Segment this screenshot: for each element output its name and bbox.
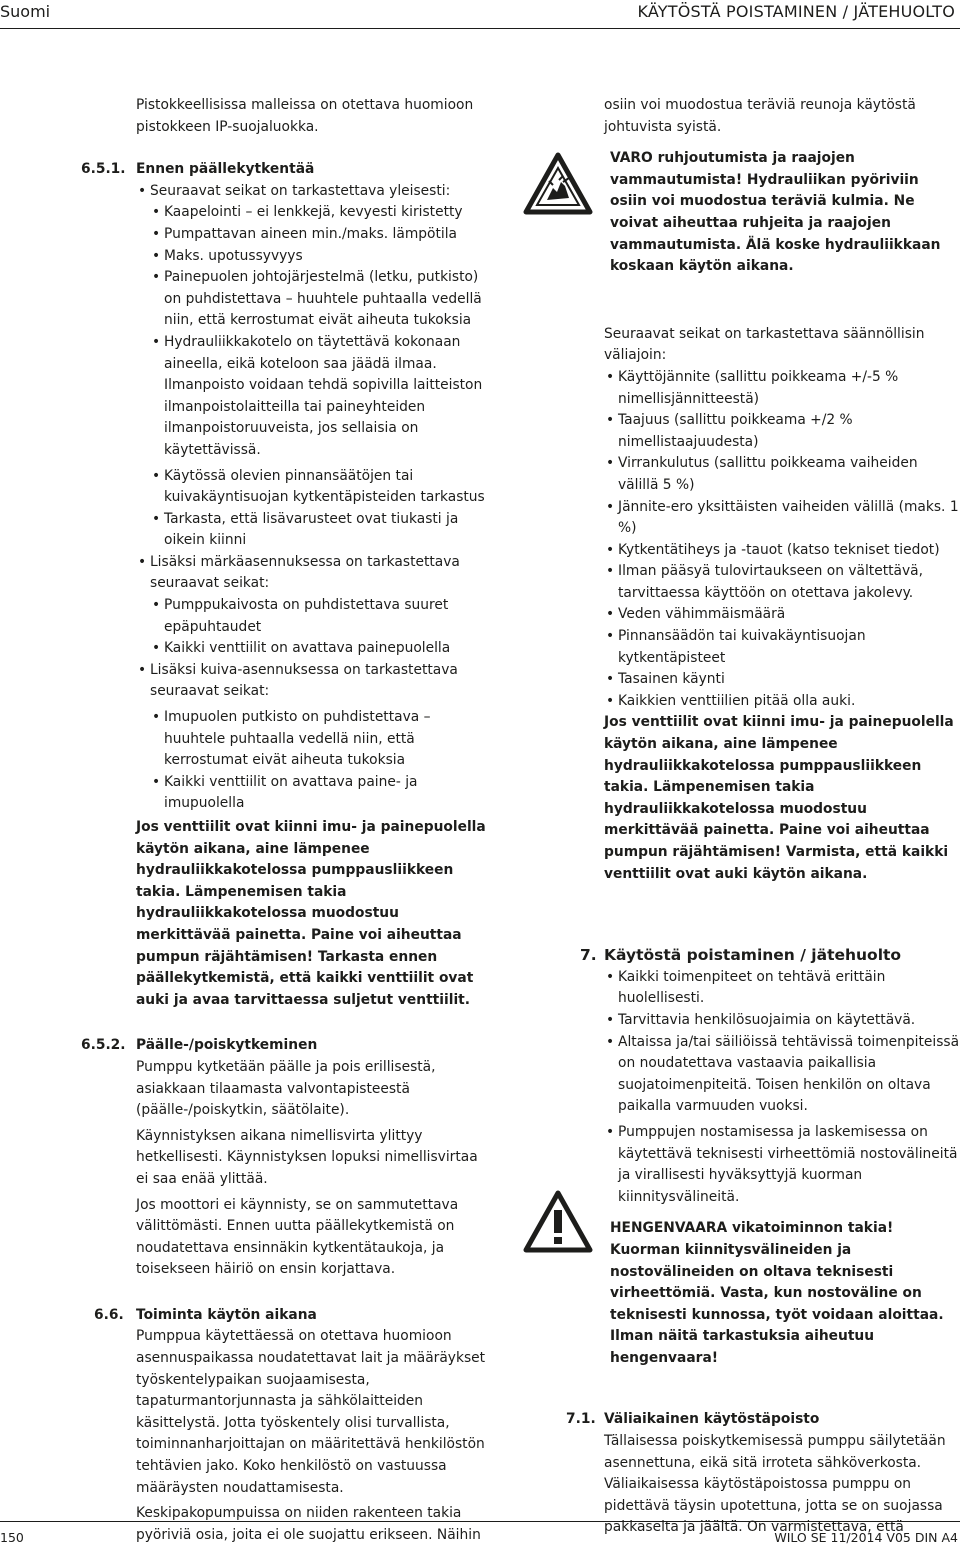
list-item: • Kaikki venttiilit on avattava painepuolella — [150, 638, 492, 660]
danger-warning-text: HENGENVAARA vikatoiminnon takia! Kuorman kiinnitysvälineiden ja nostovälineiden on oltava teknisesti virheettömiä. Vasta, kun nostoväline on teknisesti kunnossa, työt voidaan aloittaa. Ilman näitä tarkastuksia aiheutuu hengenvaara! — [610, 1220, 944, 1366]
paragraph: Käynnistyksen aikana nimellisvirta ylittyy hetkellisesti. Käynnistyksen lopuksi nimellisvirtaa ei saa enää ylittää. — [136, 1127, 478, 1187]
section-number: 6.5.2. — [81, 1037, 126, 1054]
valve-warning-text: Jos venttiilit ovat kiinni imu- ja painepuolella käytön aikana, aine lämpenee hydrauliikkakotelossa pumppausliikkeen takia. Lämpenemisen takia hydrauliikkakotelossa muodostuu merkittävää painetta. Paine voi aiheuttaa pumpun räjähtämisen! Varmista, että kaikki venttiilit ovat auki käytön aikana. — [604, 714, 954, 882]
hand-crush-warning-icon — [523, 152, 593, 216]
section-title: Toiminta käytön aikana — [136, 1306, 317, 1323]
checks-intro: Seuraavat seikat on tarkastettava säännöllisin väliajoin: — [604, 325, 925, 364]
paragraph: Keskipakopumpuissa on niiden rakenteen takia pyöriviä osia, joita ei ole suojattu erikseen. Näihin — [136, 1505, 481, 1543]
section-title: Päälle-/poiskytkeminen — [136, 1037, 318, 1054]
paragraph: Pumppu kytketään päälle ja pois erillisestä, asiakkaan tilaamasta valvontapisteestä (päälle-/poiskytkin, säätölaite). — [136, 1058, 436, 1119]
list-item: • Kaikki venttiilit on avattava paine- ja imupuolella — [150, 772, 492, 815]
document-id: WILO SE 11/2014 V05 DIN A4 — [774, 1530, 958, 1545]
section-number: 6.5.1. — [81, 161, 126, 178]
section-title: Väliaikainen käytöstäpoisto — [604, 1411, 820, 1428]
list-item: • Hydrauliikkakotelo on täytettävä kokonaan aineella, eikä koteloon saa jäädä ilmaa. Ilmanpoisto voidaan tehdä sopivilla laitteiston ilmanpoistolaitteilla tai paineyhteiden ilmanpoistoruuveista, jos sellaisia on käytettävissä. — [150, 332, 492, 462]
intro-text: Pistokkeellisissa malleissa on otettava huomioon pistokkeen IP-suojaluokka. — [136, 97, 474, 135]
list-item: • Altaissa ja/tai säiliöissä tehtävissä toimenpiteissä on noudatettava vastaavia paikallisia suojatoimenpiteitä. Toisen henkilön on oltava paikalla varmuuden vuoksi. — [604, 1032, 960, 1118]
list-item: • Pumpattavan aineen min./maks. lämpötila — [150, 224, 492, 246]
list-item: • Lisäksi kuiva-asennuksessa on tarkastettava seuraavat seikat: — [136, 660, 492, 703]
paragraph: Jos moottori ei käynnisty, se on sammutettava välittömästi. Ennen uutta päällekytkemistä on noudatettava ensinnäkin kytkentätaukoja, ja toisekseen häiriö on ensin korjattava. — [136, 1196, 459, 1278]
list-item: • Imupuolen putkisto on puhdistettava – huuhtele puhtaalla vedellä niin, että kerrostumat eivät aiheuta tukoksia — [150, 707, 492, 772]
header-chapter: KÄYTÖSTÄ POISTAMINEN / JÄTEHUOLTO — [637, 2, 955, 21]
section-7 — [580, 945, 960, 1369]
section-number: 7.1. — [566, 1411, 596, 1428]
list-item: • Taajuus (sallittu poikkeama +/2 % nimellistaajuudesta) — [604, 410, 960, 453]
list-item: • Lisäksi märkäasennuksessa on tarkastettava seuraavat seikat: — [136, 552, 492, 595]
list-item: • Käytössä olevien pinnansäätöjen tai kuivakäyntisuojan kytkentäpisteiden tarkastus — [150, 466, 492, 509]
list-item: • Kaapelointi – ei lenkkejä, kevyesti kiristetty — [150, 202, 492, 224]
danger-warning-icon — [523, 1190, 593, 1254]
list-item: • Pumppujen nostamisessa ja laskemisessa on käytettävä teknisesti virheettömiä nostovälineitä ja virallisesti hyväksyttyjä kuorman kiinnitysvälineitä. — [604, 1122, 960, 1208]
section-title: Käytöstä poistaminen / jätehuolto — [604, 946, 902, 965]
list-item: • Ilman pääsyä tulovirtaukseen on vältettävä, tarvittaessa käyttöön on otettava jakolevy. — [604, 561, 960, 604]
list-item: • Käyttöjännite (sallittu poikkeama +/-5 % nimellisjännitteestä) — [604, 367, 960, 410]
section-7-1 — [566, 1409, 960, 1539]
page-number: 150 — [0, 1530, 24, 1545]
list-item: • Pinnansäädön tai kuivakäyntisuojan kytkentäpisteet — [604, 626, 960, 669]
checks-list — [604, 367, 960, 713]
section-6-6 — [94, 1305, 492, 1547]
list-item: • Seuraavat seikat on tarkastettava yleisesti: — [136, 181, 492, 203]
section-6-5-2 — [81, 1035, 492, 1281]
paragraph: Tällaisessa poiskytkemisessä pumppu säilytetään asennettuna, eikä sitä irroteta sähköverkosta. Väliaikaisessa käytöstäpoistossa pumppu on pidettävä täysin upotettuna, jotta se on suojassa pakkaselta ja jäältä. On varmistettava, että — [604, 1433, 946, 1536]
right-column — [566, 95, 960, 1539]
list-item: • Tarkasta, että lisävarusteet ovat tiukasti ja oikein kiinni — [150, 509, 492, 552]
header-divider — [0, 28, 960, 29]
section-title: Ennen päällekytkentää — [136, 161, 315, 178]
list-item: • Painepuolen johtojärjestelmä (letku, putkisto) on puhdistettava – huuhtele puhtaalla vedellä niin, että kerrostumat eivät aiheuta tukoksia — [150, 267, 492, 332]
list-item: • Virrankulutus (sallittu poikkeama vaiheiden välillä 5 %) — [604, 453, 960, 496]
list-item: • Tasainen käynti — [604, 669, 960, 691]
footer-divider — [0, 1521, 960, 1522]
list-item: • Kaikkien venttiilien pitää olla auki. — [604, 691, 960, 713]
continuation-text: osiin voi muodostua teräviä reunoja käytöstä johtuvista syistä. — [604, 97, 916, 135]
section-number: 7. — [580, 946, 597, 965]
list-item: • Kytkentätiheys ja -tauot (katso tekniset tiedot) — [604, 540, 960, 562]
page-header — [0, 0, 960, 28]
header-language: Suomi — [0, 2, 51, 21]
warning-text: Jos venttiilit ovat kiinni imu- ja painepuolella käytön aikana, aine lämpenee hydrauliikkakotelossa pumppausliikkeen takia. Lämpenemisen takia hydrauliikkakotelossa muodostuu merkittävää painetta. Paine voi aiheuttaa pumpun räjähtämisen! Tarkasta ennen päällekytkemistä, että kaikki venttiilit ovat auki ja avaa tarvittaessa suljetut venttiilit. — [136, 819, 486, 1008]
section-number: 6.6. — [94, 1306, 124, 1323]
left-column — [81, 95, 492, 1546]
crush-warning-text: VARO ruhjoutumista ja raajojen vammautumista! Hydrauliikan pyöriviin osiin voi muodostua teräviä kulmia. Ne voivat aiheuttaa ruhjeita ja raajojen vammautumista. Älä koske hydrauliikkaan koskaan käytön aikana. — [610, 150, 941, 275]
list-item: • Veden vähimmäismäärä — [604, 604, 960, 626]
list-item: • Maks. upotussyvyys — [150, 246, 492, 268]
list-item: • Jännite-ero yksittäisten vaiheiden välillä (maks. 1 %) — [604, 497, 960, 540]
list-item: • Tarvittavia henkilösuojaimia on käytettävä. — [604, 1010, 960, 1032]
paragraph: Pumppua käytettäessä on otettava huomioon asennuspaikassa noudatettavat lait ja määräykset työskentelypaikan suojaamisesta, tapaturmantorjunnasta ja sähkölaitteiden käsittelystä. Jotta työskentely olisi turvallista, toiminnanharjoittajan on määritettävä henkilöstön tehtävien jako. Koko henkilöstö on vastuussa määräysten noudattamisesta. — [136, 1328, 486, 1496]
section-6-5-1 — [81, 159, 492, 1011]
list-item: • Pumppukaivosta on puhdistettava suuret epäpuhtaudet — [150, 595, 492, 638]
list-item: • Kaikki toimenpiteet on tehtävä erittäin huolellisesti. — [604, 967, 960, 1010]
